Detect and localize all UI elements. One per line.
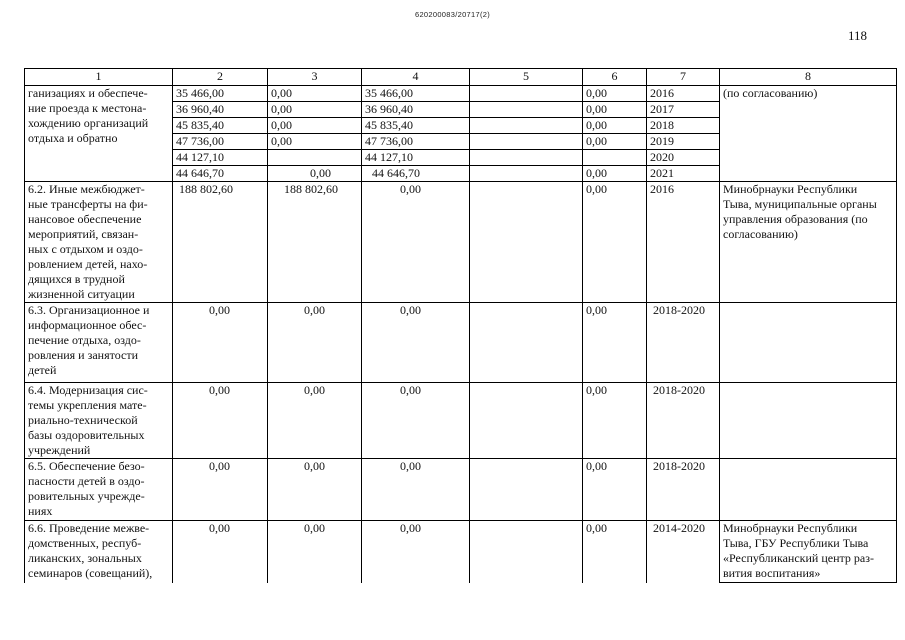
table-row: [25, 303, 897, 383]
item-description: 6.4. Модернизация сис- темы укрепления мате- риально-технической базы оздоровительных учреждений: [25, 383, 173, 459]
cell-total: 36 960,40: [173, 102, 268, 118]
cell-regional: 0,00: [362, 383, 470, 459]
cell-regional: 0,00: [362, 459, 470, 521]
cell-other: [470, 134, 583, 150]
cell-federal: 0,00: [268, 118, 362, 134]
item-executor: [720, 303, 897, 383]
cell-other: [470, 383, 583, 459]
table-row: [25, 383, 897, 459]
cell-federal: 188 802,60: [268, 182, 362, 303]
cell-total: 45 835,40: [173, 118, 268, 134]
table-header-row: [25, 69, 897, 86]
cell-year: 2021: [647, 166, 720, 182]
item-executor: Минобрнауки Республики Тыва, муниципальные органы управления образования (по согласованию): [720, 182, 897, 303]
cell-regional: 0,00: [362, 182, 470, 303]
table-row: [25, 521, 897, 583]
cell-total: 0,00: [173, 521, 268, 583]
cell-col6: 0,00: [583, 182, 647, 303]
column-header: 7: [647, 69, 720, 86]
budget-table: [24, 68, 897, 583]
cell-other: [470, 118, 583, 134]
column-header: 6: [583, 69, 647, 86]
column-header: 5: [470, 69, 583, 86]
item-description: 6.2. Иные межбюджет- ные трансферты на фи- нансовое обеспечение мероприятий, связан- ных с отдыхом и оздо- ровлением детей, нахо- дящихся в трудной жизненной ситуации: [25, 182, 173, 303]
cell-other: [470, 459, 583, 521]
column-header: 2: [173, 69, 268, 86]
item-executor: (по согласованию): [720, 86, 897, 182]
cell-other: [470, 86, 583, 102]
cell-federal: 0,00: [268, 166, 362, 182]
cell-regional: 44 127,10: [362, 150, 470, 166]
cell-other: [470, 521, 583, 583]
cell-col6: 0,00: [583, 383, 647, 459]
item-executor: Минобрнауки Республики Тыва, ГБУ Республики Тыва «Республиканский центр раз- вития воспитания»: [720, 521, 897, 583]
cell-total: 0,00: [173, 459, 268, 521]
cell-regional: 0,00: [362, 521, 470, 583]
cell-regional: 44 646,70: [362, 166, 470, 182]
cell-federal: [268, 150, 362, 166]
cell-year: 2018-2020: [647, 303, 720, 383]
cell-federal: 0,00: [268, 383, 362, 459]
column-header: 3: [268, 69, 362, 86]
cell-col6: 0,00: [583, 134, 647, 150]
cell-col6: 0,00: [583, 166, 647, 182]
cell-year: 2014-2020: [647, 521, 720, 583]
cell-other: [470, 182, 583, 303]
item-description: 6.6. Проведение межве- домственных, респуб- ликанских, зональных семинаров (совещаний),: [25, 521, 173, 583]
cell-federal: 0,00: [268, 134, 362, 150]
cell-total: 0,00: [173, 383, 268, 459]
cell-col6: 0,00: [583, 102, 647, 118]
cell-total: 44 127,10: [173, 150, 268, 166]
cell-year: 2016: [647, 182, 720, 303]
document-code: 620200083/20717(2): [414, 10, 491, 19]
cell-other: [470, 166, 583, 182]
cell-total: 35 466,00: [173, 86, 268, 102]
item-description: 6.3. Организационное и информационное обес- печение отдыха, оздо- ровления и занятости детей: [25, 303, 173, 383]
cell-federal: 0,00: [268, 521, 362, 583]
table-row: [25, 86, 897, 102]
cell-regional: 36 960,40: [362, 102, 470, 118]
column-header: 1: [25, 69, 173, 86]
cell-federal: 0,00: [268, 459, 362, 521]
cell-year: 2018: [647, 118, 720, 134]
cell-col6: 0,00: [583, 86, 647, 102]
cell-regional: 35 466,00: [362, 86, 470, 102]
cell-col6: 0,00: [583, 303, 647, 383]
item-description: ганизациях и обеспече- ние проезда к местона- хождению организаций отдыха и обратно: [25, 86, 173, 182]
cell-col6: 0,00: [583, 118, 647, 134]
column-header: 4: [362, 69, 470, 86]
cell-year: 2017: [647, 102, 720, 118]
cell-regional: 47 736,00: [362, 134, 470, 150]
cell-col6: [583, 150, 647, 166]
column-header: 8: [720, 69, 897, 86]
cell-total: 0,00: [173, 303, 268, 383]
table-row: [25, 459, 897, 521]
cell-year: 2018-2020: [647, 383, 720, 459]
cell-total: 47 736,00: [173, 134, 268, 150]
item-executor: [720, 383, 897, 459]
cell-regional: 45 835,40: [362, 118, 470, 134]
cell-col6: 0,00: [583, 459, 647, 521]
cell-regional: 0,00: [362, 303, 470, 383]
item-executor: [720, 459, 897, 521]
cell-other: [470, 150, 583, 166]
cell-other: [470, 102, 583, 118]
cell-other: [470, 303, 583, 383]
item-description: 6.5. Обеспечение безо- пасности детей в оздо- ровительных учрежде- ниях: [25, 459, 173, 521]
cell-year: 2020: [647, 150, 720, 166]
cell-year: 2016: [647, 86, 720, 102]
cell-federal: 0,00: [268, 102, 362, 118]
cell-total: 188 802,60: [173, 182, 268, 303]
cell-total: 44 646,70: [173, 166, 268, 182]
cell-federal: 0,00: [268, 303, 362, 383]
cell-year: 2019: [647, 134, 720, 150]
cell-col6: 0,00: [583, 521, 647, 583]
page-number: 118: [848, 28, 868, 43]
cell-federal: 0,00: [268, 86, 362, 102]
cell-year: 2018-2020: [647, 459, 720, 521]
table-row: [25, 182, 897, 303]
